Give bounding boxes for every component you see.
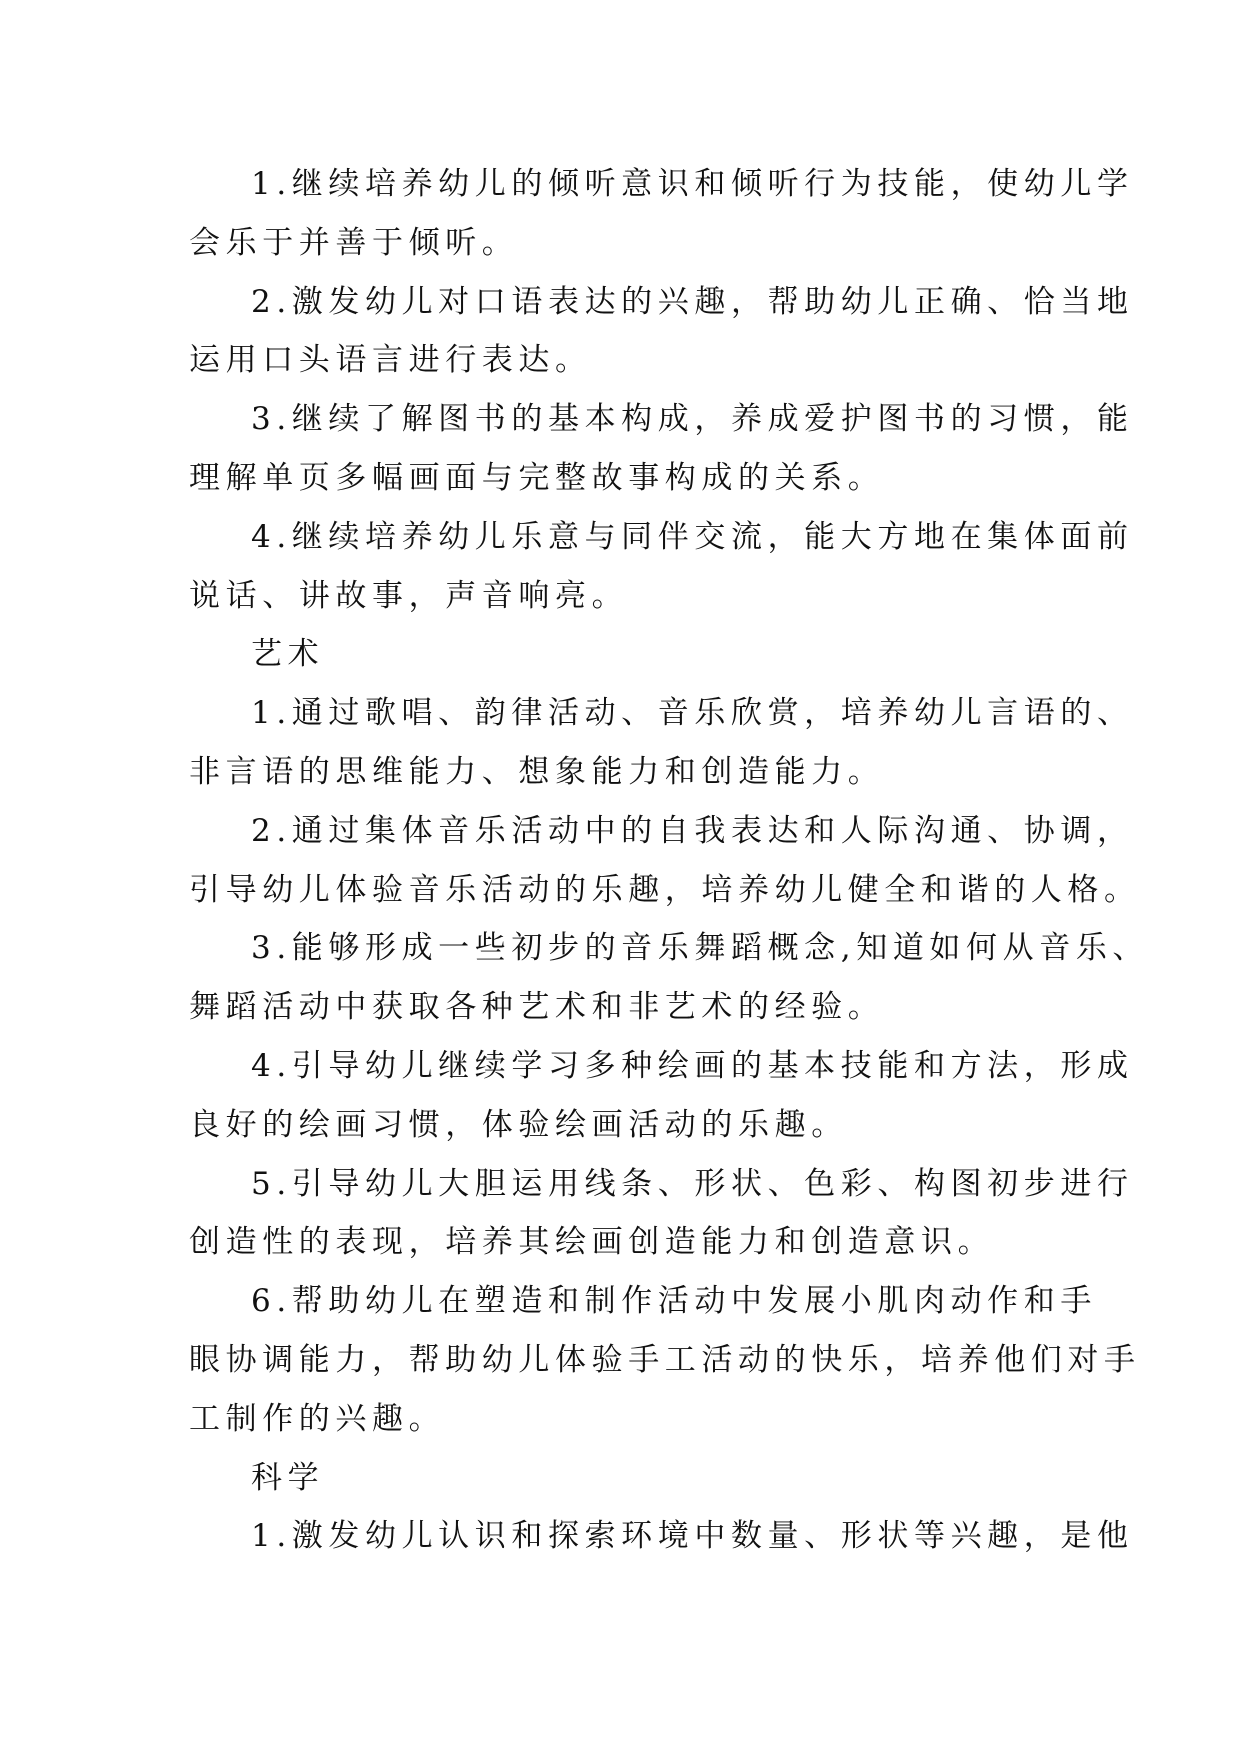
list-item-language-2-line-2: 运用口头语言进行表达。 <box>189 342 592 379</box>
list-item-language-3-line-2: 理解单页多幅画面与完整故事构成的关系。 <box>189 459 885 496</box>
list-item-art-6-line-3: 工制作的兴趣。 <box>189 1400 446 1437</box>
section-heading-science: 科学 <box>251 1459 325 1496</box>
list-item-art-4-line-2: 良好的绘画习惯，体验绘画活动的乐趣。 <box>189 1106 848 1143</box>
section-heading-art: 艺术 <box>251 636 325 673</box>
list-item-art-3-line-2: 舞蹈活动中获取各种艺术和非艺术的经验。 <box>189 989 885 1026</box>
list-item-language-3-line-1: 3.继续了解图书的基本构成，养成爱护图书的习惯，能 <box>251 401 1134 438</box>
list-item-art-2-line-1: 2.通过集体音乐活动中的自我表达和人际沟通、协调， <box>251 812 1134 849</box>
list-item-art-4-line-1: 4.引导幼儿继续学习多种绘画的基本技能和方法，形成 <box>251 1047 1134 1084</box>
list-item-language-1-line-2: 会乐于并善于倾听。 <box>189 224 519 261</box>
list-item-art-6-line-2: 眼协调能力，帮助幼儿体验手工活动的快乐，培养他们对手 <box>189 1341 1141 1378</box>
list-item-art-1-line-1: 1.通过歌唱、韵律活动、音乐欣赏，培养幼儿言语的、 <box>251 695 1134 732</box>
list-item-art-1-line-2: 非言语的思维能力、想象能力和创造能力。 <box>189 753 885 790</box>
list-item-art-5-line-2: 创造性的表现，培养其绘画创造能力和创造意识。 <box>189 1224 995 1261</box>
list-item-language-2-line-1: 2.激发幼儿对口语表达的兴趣，帮助幼儿正确、恰当地 <box>251 283 1134 320</box>
list-item-art-3-line-1: 3.能够形成一些初步的音乐舞蹈概念,知道如何从音乐、 <box>251 930 1150 967</box>
list-item-art-2-line-2: 引导幼儿体验音乐活动的乐趣，培养幼儿健全和谐的人格。 <box>189 871 1141 908</box>
list-item-language-4-line-1: 4.继续培养幼儿乐意与同伴交流，能大方地在集体面前 <box>251 518 1134 555</box>
list-item-language-1-line-1: 1.继续培养幼儿的倾听意识和倾听行为技能，使幼儿学 <box>251 166 1134 202</box>
list-item-language-4-line-2: 说话、讲故事，声音响亮。 <box>189 577 629 614</box>
list-item-science-1-line-1: 1.激发幼儿认识和探索环境中数量、形状等兴趣，是他 <box>251 1518 1134 1555</box>
list-item-art-5-line-1: 5.引导幼儿大胆运用线条、形状、色彩、构图初步进行 <box>251 1165 1134 1202</box>
document-body <box>189 155 1150 1566</box>
list-item-art-6-line-1: 6.帮助幼儿在塑造和制作活动中发展小肌肉动作和手 <box>251 1283 1097 1320</box>
